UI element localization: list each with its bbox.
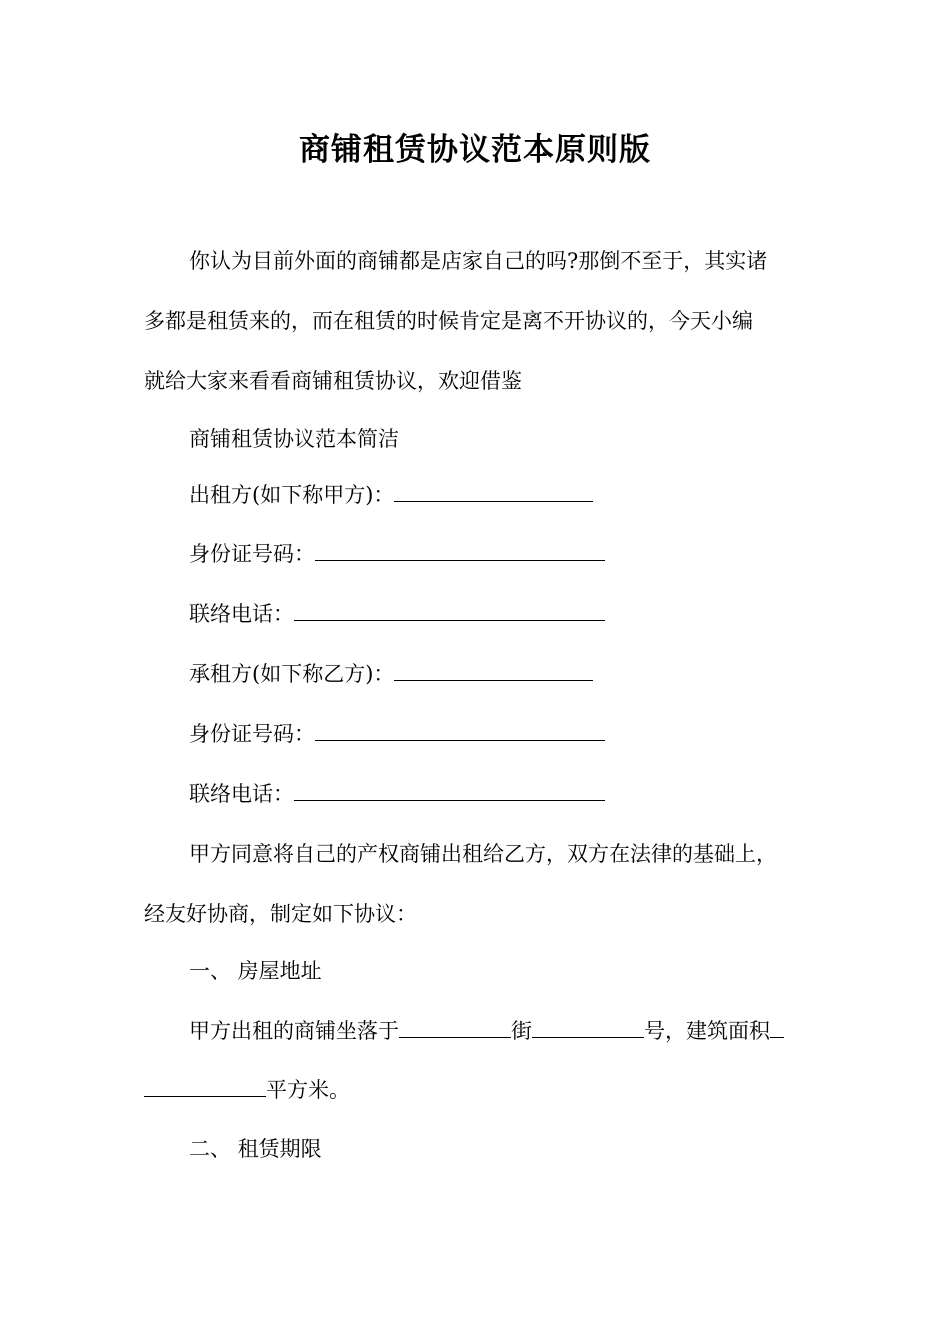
address-line (189, 1016, 784, 1046)
lessee-phone-label: 联络电话： (189, 782, 294, 806)
section-heading-term: 二、 租赁期限 (189, 1137, 322, 1161)
intro-paragraph-line: 你认为目前外面的商铺都是店家自己的吗?那倒不至于，其实诸 (189, 249, 768, 273)
number-blank (532, 1016, 644, 1038)
lessee-id-blank (315, 719, 605, 741)
address-prefix: 甲方出租的商铺坐落于 (189, 1019, 399, 1043)
street-label: 街 (511, 1019, 532, 1043)
section-heading-address: 一、 房屋地址 (189, 959, 322, 983)
lessor-phone-blank (294, 599, 605, 621)
lessor-id-field (189, 539, 605, 569)
lessee-phone-field (189, 779, 605, 809)
lessee-phone-blank (294, 779, 605, 801)
lessor-blank (394, 480, 593, 502)
lessee-label: 承租方(如下称乙方)： (189, 662, 395, 686)
lessor-field (189, 480, 593, 510)
lessee-id-label: 身份证号码： (189, 722, 315, 746)
area-line (144, 1075, 350, 1105)
area-label: 号，建筑面积 (644, 1019, 770, 1043)
agreement-paragraph-line: 经友好协商，制定如下协议： (144, 902, 417, 926)
lessor-phone-field (189, 599, 605, 629)
area-blank (144, 1075, 266, 1097)
document-title: 商铺租赁协议范本原则版 (299, 132, 651, 168)
lessor-phone-label: 联络电话： (189, 602, 294, 626)
lessor-label: 出租方(如下称甲方)： (189, 483, 395, 507)
intro-paragraph-line: 就给大家来看看商铺租赁协议，欢迎借鉴 (144, 369, 522, 393)
area-unit: 平方米。 (266, 1078, 350, 1102)
street-blank (399, 1016, 511, 1038)
subtitle: 商铺租赁协议范本简洁 (189, 427, 399, 451)
intro-paragraph-line: 多都是租赁来的，而在租赁的时候肯定是离不开协议的，今天小编 (144, 309, 753, 333)
lessor-id-blank (315, 539, 605, 561)
lessee-field (189, 659, 593, 689)
agreement-paragraph-line: 甲方同意将自己的产权商铺出租给乙方，双方在法律的基础上， (189, 842, 777, 866)
lessee-blank (394, 659, 593, 681)
lessor-id-label: 身份证号码： (189, 542, 315, 566)
lessee-id-field (189, 719, 605, 749)
area-blank-start (770, 1016, 784, 1038)
